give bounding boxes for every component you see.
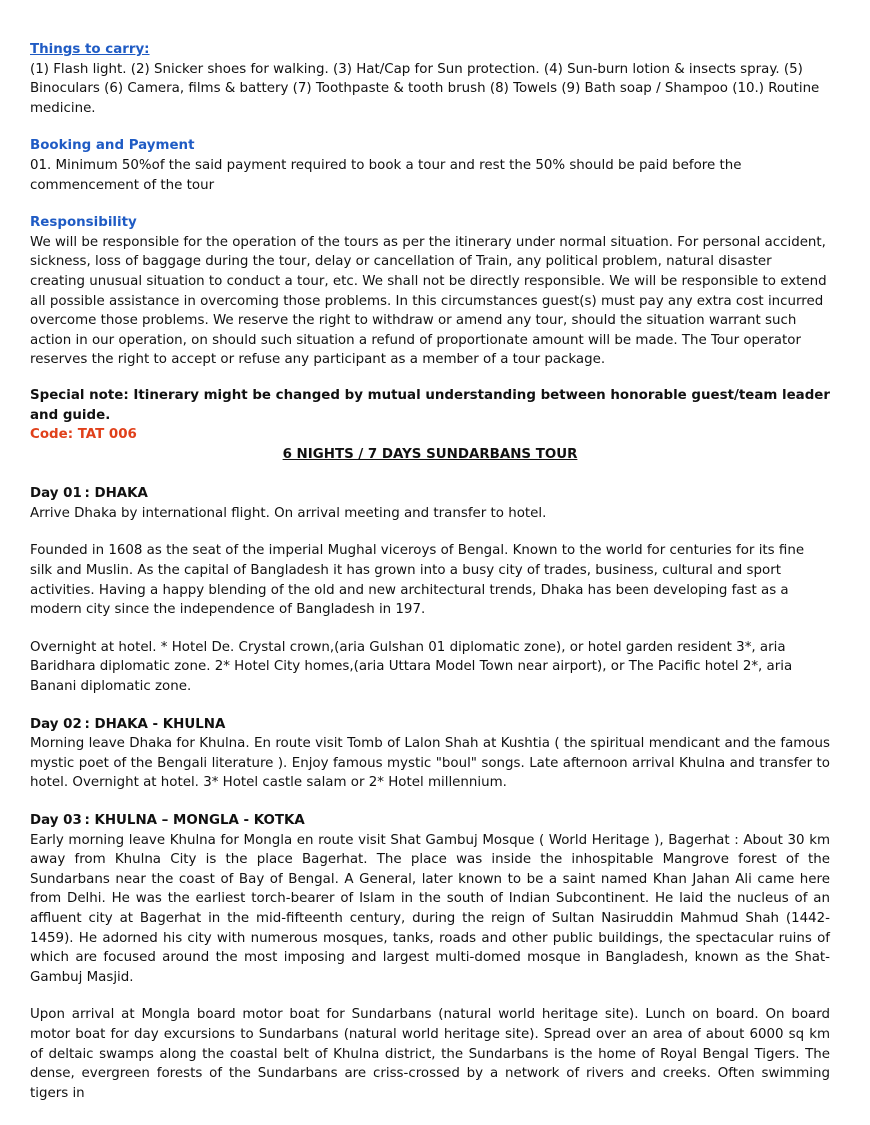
booking-body: 01. Minimum 50%of the said payment required to book a tour and rest the 50% should be paid before the commencement of the tour: [30, 157, 742, 193]
day1-arrival: Arrive Dhaka by international flight. On arrival meeting and transfer to hotel.: [30, 505, 547, 521]
things-heading: Things to carry:: [30, 42, 150, 57]
day3-boat-excursion: Upon arrival at Mongla board motor boat for Sundarbans (natural world heritage site). Lunch on board. On board motor boat for day excursions to Sundarbans (natural world heritage site). Spread over an area of about 6000 sq km of deltaic swamps along the coastal belt of Khulna district, the Sundarbans is the home of Royal Bengal Tigers. The dense, evergreen forests of the Sundarbans are criss-crossed by a network of rivers and creeks. Often swimming tigers in: [30, 1007, 830, 1101]
special-note: Special note: Itinerary might be changed by mutual understanding between honorable guest/team leader and guide.: [30, 387, 830, 423]
tour-title: 6 NIGHTS / 7 DAYS SUNDARBANS TOUR: [282, 446, 578, 462]
tour-code: Code: TAT 006: [30, 427, 137, 443]
day2-heading: Day 02 : DHAKA - KHULNA: [30, 716, 226, 732]
day3-description: Early morning leave Khulna for Mongla en route visit Shat Gambuj Mosque ( World Heritage ), Bagerhat : About 30 km away from Khulna City is the place Bagerhat. The place was inside the inhospitable Mangrove forest of the Sundarbans near the coast of Bay of Bengal. A General, later known to be a saint named Khan Jahan Ali came here from Delhi. He was the earliest torch-bearer of Islam in the south of Indian Subcontinent. He laid the nucleus of an affluent city at Bagerhat in the mid-fifteenth century, during the reign of Sultan Nasiruddin Mahmud Shah (1442-1459). He adorned his city with numerous mosques, tanks, roads and other public buildings, the spectacular ruins of which are focused around the most imposing and largest multi-domed mosque in Bangladesh, known as the Shat-Gambuj Masjid.: [30, 832, 830, 985]
day1-overnight: Overnight at hotel. * Hotel De. Crystal crown,(aria Gulshan 01 diplomatic zone), or hotel garden resident 3*, aria Baridhara diplomatic zone. 2* Hotel City homes,(aria Uttara Model Town near airport), or The Pacific hotel 2*, aria Banani diplomatic zone.: [30, 639, 793, 695]
day2-description: Morning leave Dhaka for Khulna. En route visit Tomb of Lalon Shah at Kushtia ( the spiritual mendicant and the famous mystic poet of the Bengali literature ). Enjoy famous mystic "boul" songs. Late afternoon arrival Khulna and transfer to hotel. Overnight at hotel. 3* Hotel castle salam or 2* Hotel millennium.: [30, 736, 830, 791]
day3-heading: Day 03 : KHULNA – MONGLA - KOTKA: [30, 813, 305, 828]
things-body: (1) Flash light. (2) Snicker shoes for walking. (3) Hat/Cap for Sun protection. (4) Sun-burn lotion & insects spray. (5) Binoculars (6) Camera, films & battery (7) Toothpaste & tooth brush (8) Towels (9) Bath soap / Shampoo (10.) Routine medicine.: [30, 61, 820, 116]
responsibility-heading: Responsibility: [30, 215, 137, 231]
day1-heading: Day 01 : DHAKA: [30, 486, 148, 502]
booking-heading: Booking and Payment: [30, 138, 195, 154]
day1-description: Founded in 1608 as the seat of the imperial Mughal viceroys of Bengal. Known to the world for centuries for its fine silk and Muslin. As the capital of Bangladesh it has grown into a busy city of trades, business, cultural and sport activities. Having a happy blending of the old and new architectural trends, Dhaka has been developing fast as a modern city since the independence of Bangladesh in 197.: [30, 543, 805, 618]
responsibility-body: We will be responsible for the operation of the tours as per the itinerary under normal situation. For personal accident, sickness, loss of baggage during the tour, delay or cancellation of Train, any political problem, natural disaster creating unusual situation to conduct a tour, etc. We shall not be directly responsible. We will be responsible to extend all possible assistance in overcoming those problems. In this circumstances guest(s) must pay any extra cost incurred overcome those problems. We reserve the right to withdraw or amend any tour, should the situation warrant such action in our operation, on should such situation a refund of proportionate amount will be made. The Tour operator reserves the right to accept or refuse any participant as a member of a tour package.: [30, 234, 827, 368]
document-page: [30, 40, 830, 1103]
